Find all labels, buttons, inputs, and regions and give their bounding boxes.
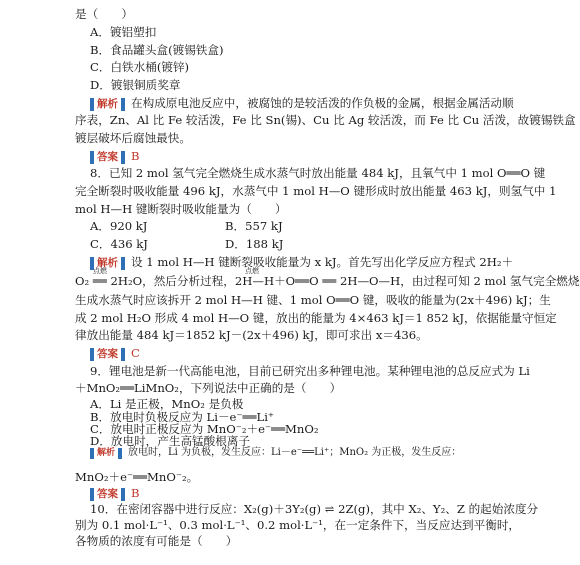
q9-analysis-line-2: MnO₂＋e⁻══MnO⁻₂。 [75, 470, 199, 484]
q7-stem-tail: 是（ ） [75, 7, 133, 21]
q7-option-d: D．镀银铜质奖章 [90, 78, 181, 92]
q8-option-c: C．436 kJ [90, 237, 148, 251]
ignition-condition-2: 点燃 [245, 267, 259, 275]
answer-value: B [131, 149, 140, 163]
q9-stem-line-1: 9．锂电池是新一代高能电池，目前已研究出多种锂电池。某种锂电池的总反应式为 Li [90, 364, 530, 378]
q9-option-a: A．Li 是正极，MnO₂ 是负极 [90, 397, 244, 411]
q9-option-d: D．放电时，产生高锰酸根离子 [90, 434, 251, 448]
q8-stem-line-2: 完全断裂时吸收能量 496 kJ，水蒸气中 1 mol H—O 键形成时放出能量 463 kJ，则氢气中 1 [75, 184, 557, 198]
q7-analysis-line-3: 镀层破坏后腐蚀最快。 [75, 131, 191, 145]
q10-stem-line-1: 10．在密闭容器中进行反应：X₂(g)＋3Y₂(g) ⇌ 2Z(g)，其中 X₂、Y₂、Z 的起始浓度分 [90, 502, 539, 516]
q9-option-c: C．放电时正极反应为 MnO⁻₂＋e⁻══MnO₂ [90, 422, 319, 436]
analysis-tag: 解析 [90, 257, 125, 270]
analysis-text: 放电时，Li 为负极，发生反应：Li－e⁻══Li⁺；MnO₂ 为正极，发生反应： [128, 447, 462, 458]
analysis-tag: 解析 [90, 448, 122, 459]
q9-answer [90, 486, 140, 501]
q8-answer [90, 346, 140, 361]
q7-option-a: A．镀铝塑扣 [90, 25, 157, 39]
q8-analysis-line-4: 成 2 mol H₂O 形成 4 mol H—O 键，放出的能量为 4×463 kJ＝1 852 kJ，依据能量守恒定 [75, 311, 557, 325]
q8-stem-line-3: mol H—H 键断裂时吸收能量为（ ） [75, 202, 287, 216]
analysis-text: 在构成原电池反应中，被腐蚀的是较活泼的作负极的金属，根据金属活动顺 [131, 96, 514, 110]
q8-analysis-line-2: O₂ ══ 2H₂O，然后分析过程，2H—H＋O══O ══ 2H—O—H，由过程可知 2 mol 氢气完全燃烧 [75, 274, 580, 288]
q8-analysis-line-1 [90, 255, 513, 270]
q8-analysis-line-5: 律放出能量 484 kJ＝1852 kJ－(2x＋496) kJ，即可求出 x＝436。 [75, 328, 428, 342]
answer-tag: 答案 [90, 151, 125, 164]
q9-stem-line-2: ＋MnO₂══LiMnO₂，下列说法中正确的是（ ） [75, 381, 342, 395]
q10-stem-line-2: 别为 0.1 mol·L⁻¹、0.3 mol·L⁻¹、0.2 mol·L⁻¹，在一定条件下，当反应达到平衡时， [75, 518, 521, 532]
ignition-condition-1: 点燃 [93, 267, 107, 275]
answer-value: B [131, 486, 140, 500]
q8-option-d: D．188 kJ [225, 237, 284, 251]
q7-analysis-line-2: 序表，Zn、Al 比 Fe 较活泼，Fe 比 Sn(锡)、Cu 比 Ag 较活泼，而 Fe 比 Cu 活泼，故镀锡铁盒 [75, 113, 576, 127]
answer-value: C [131, 346, 140, 360]
q7-option-c: C．白铁水桶(镀锌) [90, 60, 190, 74]
q8-stem-line-1: 8．已知 2 mol 氢气完全燃烧生成水蒸气时放出能量 484 kJ，且氧气中 1 mol O══O 键 [90, 166, 546, 180]
analysis-tag: 解析 [90, 98, 125, 111]
analysis-text: 设 1 mol H—H 键断裂吸收能量为 x kJ。首先写出化学反应方程式 2H₂＋ [131, 255, 514, 269]
q7-answer [90, 149, 140, 164]
q9-analysis-line-1 [90, 446, 461, 460]
answer-tag: 答案 [90, 488, 125, 501]
q8-option-a: A．920 kJ [90, 219, 148, 233]
q10-stem-line-3: 各物质的浓度有可能是（ ） [75, 534, 238, 548]
answer-tag: 答案 [90, 348, 125, 361]
q9-option-b: B．放电时负极反应为 Li－e⁻══Li⁺ [90, 410, 275, 424]
q7-analysis-line-1 [90, 96, 514, 111]
q7-option-b: B．食品罐头盒(镀锡铁盒) [90, 43, 224, 57]
q8-analysis-line-3: 生成水蒸气时应该拆开 2 mol H—H 键、1 mol O══O 键，吸收的能量为(2x＋496) kJ；生 [75, 293, 551, 307]
q8-option-b: B．557 kJ [225, 219, 283, 233]
